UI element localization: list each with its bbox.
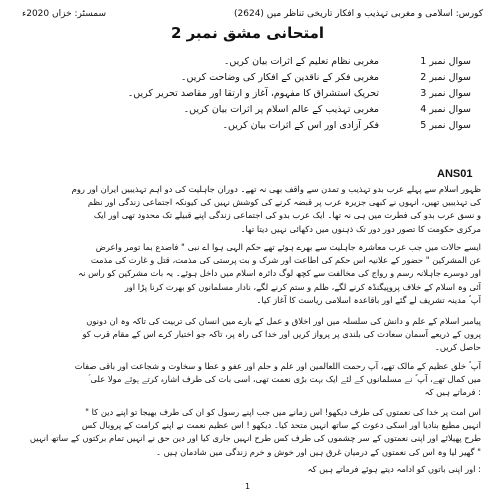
question-row bbox=[40, 120, 471, 136]
text-line: ایسے حالات میں جب عرب معاشرہ جاہلیت سے بھرے ہوئے تھے حکم الہی ہوا اے نبی " فاصدع بما تومر واعرض bbox=[95, 242, 481, 252]
text-line: اس امت پر خدا کی نعمتوں کی طرف دیکھو! اس زمانے میں جب اپنے رسول کو ان کی طرف بھیجا تو اپنے دین کا " bbox=[85, 407, 481, 417]
question-number: سوال نمبر 1 bbox=[420, 56, 471, 67]
question-row bbox=[40, 88, 471, 104]
text-line: اور دوسرے جاہلانہ رسم و رواج کی مخالفت سے کچھ لوگ دائرہ اسلام میں داخل ہوئے۔ یہ بات مشرکین کو راس نہ bbox=[78, 268, 481, 279]
text-line: آئی وہ اسلام کے خلاف پروپیگنڈہ کرنے لگے، ظلم و ستم کرنے لگے، نادار مسلمانوں کو بھرت کرنا پڑا اور bbox=[124, 281, 481, 292]
text-line: و نسق عرب بدو کی فطرت میں ہی نہ تھا۔ ایک عرب بدو کی اجتماعی زندگی اپنے قبیلے تک محدود تھی اور ایک bbox=[93, 210, 481, 221]
question-number: سوال نمبر 2 bbox=[420, 72, 471, 83]
question-list bbox=[40, 56, 471, 136]
text-line: انہیں مطیع بنادیا اور اسکی دعوت کے ساتھ انہیں متحد کیا۔ دیکھو ! اس عظیم نعمت نے اپنے کرامت کے پروبال کس bbox=[81, 420, 481, 431]
text-line: پروں کے ذریعے آسمان سعادت کی بلندی پر پرواز کریں اور خدا کی راہ پر، تاکہ جو اختیار کرے اس کے مقام قرب کو bbox=[82, 329, 481, 340]
semester-label: سمسٹر: خزاں 2020ء bbox=[22, 9, 106, 19]
paragraph-4 bbox=[14, 360, 481, 400]
text-line: آپ ؐ خلق عظیم کے مالک تھے، آپ رحمت اللعالمین اور علم و حلم اور عفو و عطا و سخاوت و شجاعت اور باقی صفات bbox=[74, 361, 481, 371]
question-text: مغربی نظام تعلیم کے اثرات بیان کریں۔ bbox=[223, 56, 379, 67]
question-text: تحریک استشراق کا مفہوم، آغاز و ارتقا اور مقاصد تحریر کریں۔ bbox=[127, 88, 379, 99]
text-line: : فرماتے ہیں کہ bbox=[424, 387, 481, 398]
exam-title: امتحانی مشق نمبر 2 bbox=[170, 24, 325, 42]
page-number: 1 bbox=[244, 482, 251, 491]
text-line: کی تہذیبیں تھیں، انہوں نے کبھی جزیرہ عرب پر قبضہ کرنے کی کوشش نہیں کی کیونکہ اجتماعی زندگی اور نظم bbox=[87, 197, 481, 208]
question-row bbox=[40, 72, 471, 88]
question-text: فکر آزادی اور اس کے اثرات بیان کریں۔ bbox=[222, 120, 379, 131]
text-line: آپ ؐ مدینہ تشریف لے گئے اور باقاعدہ اسلامی ریاست کا آغاز کیا۔ bbox=[256, 294, 481, 305]
text-line: " گھیر لیا وہ اس کی نعمتوں کے درمیان غرق ہیں اور خوش و خرم زندگی میں شادمان ہیں ۔ bbox=[156, 446, 481, 457]
text-line: : اور اپنی باتوں کو ادامہ دیتے ہوئے فرماتے ہیں کہ bbox=[307, 464, 481, 474]
text-line: میں کمال تھے، آپ ؐ نے مسلمانوں کے لئے ایک بہت بڑی نعمت تھی، اسی بات کی طرف اشارہ کرتے ہوئے مولا علی ؑ bbox=[88, 374, 481, 385]
question-number: سوال نمبر 4 bbox=[420, 104, 471, 115]
text-line: پیامبر اسلام کے علم و دانش کی سلسلہ میں اور اخلاق و عمل کے بارے میں انسان کی تربیت کی تاکہ وہ ان دونوں bbox=[86, 316, 481, 326]
question-row bbox=[40, 56, 471, 72]
answer-label: ANS01 bbox=[437, 168, 473, 180]
paragraph-6 bbox=[14, 463, 481, 476]
paragraph-5-quote bbox=[14, 406, 481, 459]
question-number: سوال نمبر 5 bbox=[420, 120, 471, 131]
text-line: مرکزی حکومت کا تصور دور دور تک ذہنوں میں دکھائی نہیں دیتا تھا۔ bbox=[240, 223, 481, 234]
page-header bbox=[22, 6, 483, 22]
text-line: عن المشرکین " حضور کے علانیہ اس حکم کی اطاعت اور شرک و بت پرستی کی مذمت، قتل و غارت کی مذمت bbox=[90, 255, 481, 266]
question-text: مغربی تہذیب کے عالم اسلام پر اثرات بیان کریں۔ bbox=[183, 104, 379, 115]
text-line: حاصل کریں۔ bbox=[434, 342, 481, 353]
course-title: کورس: اسلامی و مغربی تہذیب و افکار تاریخی تناظر میں (2624) bbox=[234, 9, 483, 19]
paragraph-2 bbox=[14, 241, 481, 307]
question-number: سوال نمبر 3 bbox=[420, 88, 471, 99]
text-line: طرح پھیلائے اور اپنی نعمتوں کے سر چشموں کی طرف کس طرح انہیں جاری کیا اور دین حق نے انہیں تمام برکتوں کے ساتھ انہیں bbox=[29, 433, 481, 444]
question-row bbox=[40, 104, 471, 120]
paragraph-1 bbox=[14, 183, 481, 236]
paragraph-3 bbox=[14, 315, 481, 355]
question-text: مغربی فکر کے ناقدین کے افکار کی وضاحت کریں۔ bbox=[180, 72, 379, 83]
text-line: ظہور اسلام سے پہلے عرب بدو تہذیب و تمدن سے واقف بھی نہ تھے۔ دوران جاہلیت کی دو اہم تہذیبیں ایران اور روم bbox=[71, 184, 481, 194]
